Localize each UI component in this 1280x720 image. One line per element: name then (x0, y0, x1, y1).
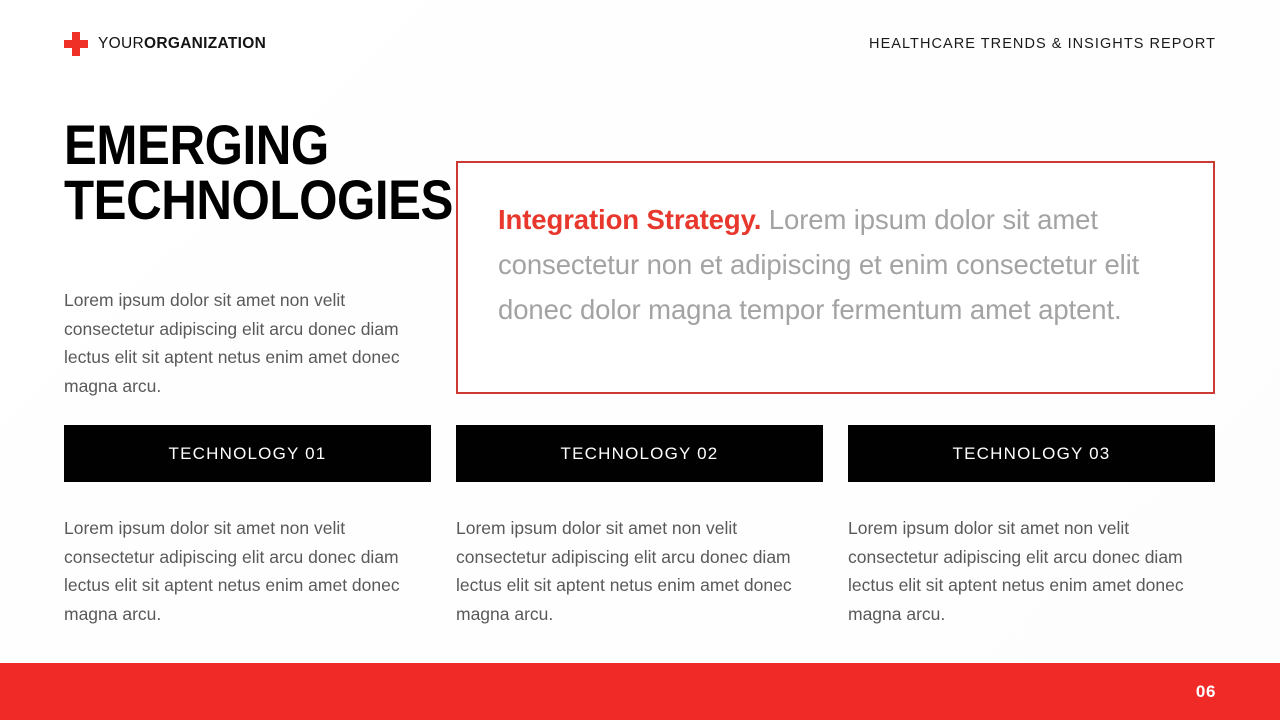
technology-bar-label-1: TECHNOLOGY 01 (168, 443, 327, 463)
callout-text (498, 197, 1177, 332)
technology-column-2 (456, 425, 823, 628)
technology-column-1 (64, 425, 431, 628)
brand-name-prefix: YOUR (98, 35, 144, 52)
page-number: 06 (1195, 681, 1216, 701)
technology-bar-label-2: TECHNOLOGY 02 (560, 443, 719, 463)
callout-box (456, 161, 1215, 394)
technology-bar-label-3: TECHNOLOGY 03 (952, 443, 1111, 463)
brand-name (98, 35, 266, 53)
medical-cross-icon (64, 32, 88, 56)
technology-bar-3[interactable] (848, 425, 1215, 482)
page-title-line-1: EMERGING (64, 113, 329, 176)
callout-lead: Integration Strategy. (498, 204, 762, 235)
technology-body-3: Lorem ipsum dolor sit amet non velit consectetur adipiscing elit arcu donec diam lectus elit sit aptent netus enim amet donec magna arcu. (848, 518, 1184, 624)
technology-columns (64, 425, 1215, 628)
callout-body: Lorem ipsum dolor sit amet consectetur non et adipiscing et enim consectetur elit donec dolor magna tempor fermentum amet aptent. (498, 204, 1140, 325)
slide-header (64, 30, 1216, 58)
page-title (64, 113, 453, 232)
technology-bar-1[interactable] (64, 425, 431, 482)
technology-body-1: Lorem ipsum dolor sit amet non velit consectetur adipiscing elit arcu donec diam lectus elit sit aptent netus enim amet donec magna arcu. (64, 518, 400, 624)
slide-footer (0, 663, 1280, 720)
brand-name-suffix: ORGANIZATION (143, 35, 267, 52)
report-label: HEALTHCARE TRENDS & INSIGHTS REPORT (869, 36, 1216, 52)
intro-paragraph: Lorem ipsum dolor sit amet non velit consectetur adipiscing elit arcu donec diam lectus elit sit aptent netus enim amet donec magna arcu. (64, 290, 400, 396)
brand-lockup (64, 32, 266, 56)
technology-body-2: Lorem ipsum dolor sit amet non velit consectetur adipiscing elit arcu donec diam lectus elit sit aptent netus enim amet donec magna arcu. (456, 518, 792, 624)
technology-bar-2[interactable] (456, 425, 823, 482)
page-title-line-2: TECHNOLOGIES (64, 168, 453, 232)
technology-column-3 (848, 425, 1215, 628)
